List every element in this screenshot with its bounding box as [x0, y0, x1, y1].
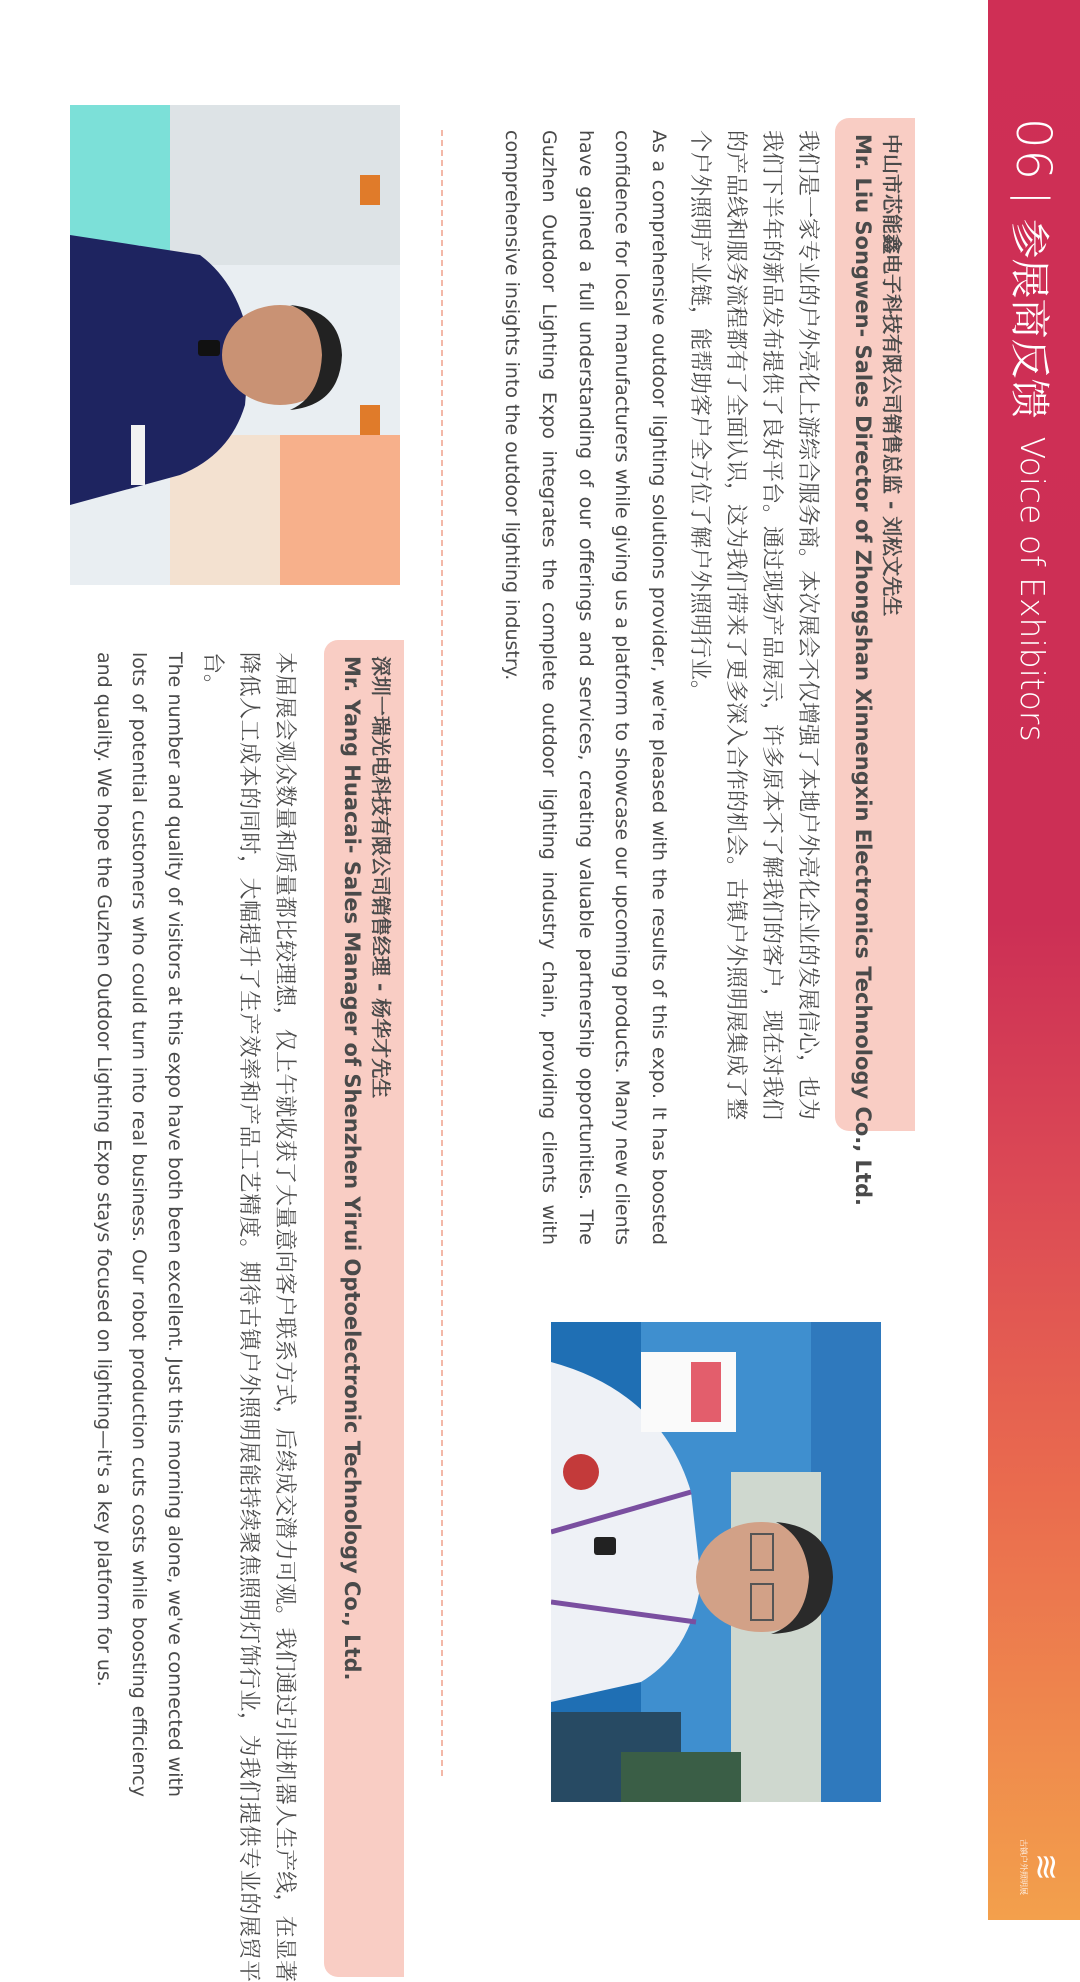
- exhibitor-2-name-en: Mr. Yang Huacai- Sales Manager of Shenzhen Yirui Optoelectronic Technology Co., Ltd.: [340, 656, 364, 1681]
- expo-logo-icon: ≋: [1026, 1852, 1066, 1882]
- exhibitor-1-heading: [835, 118, 915, 1206]
- exhibitor-2-quote-cn: 本届展会观众数量和质量都比较理想，仅上午就收获了大量意向客户联系方式，后续成交潜力可观。我们通过引进机器人生产线，在显著降低人工成本的同时，大幅提升了生产效率和产品工艺精度。期待古镇户外照明展能持续聚焦照明灯饰行业，为我们提供专业的展贸平台。: [200, 652, 297, 1982]
- header-separator: |: [1010, 191, 1056, 205]
- exhibitor-2-heading: [324, 640, 404, 1977]
- exhibitor-1-quote-cn: 我们是一家专业的户外亮化上游综合服务商。本次展会不仅增强了本地户外亮化企业的发展信心，也为我们下半年的新品发布提供了良好平台。通过现场产品展示，许多原本不了解我们的客户，现在对我们的产品线和服务流程都有了全面认识，这为我们带来了更多深入合作的机会。古镇户外照明展集成了整个户外照明产业链，能帮助客户全方位了解户外照明行业。: [687, 130, 820, 1121]
- exhibitor-1-quote-en: As a comprehensive outdoor lighting solutions provider, we're pleased with the results of this expo. It has boosted confidence for local manufacturers while giving us a platform to showcase our upcoming products. Many new clients have gained a full understanding of our offerings and services, creating valuable partnership opportunities. The Guzhen Outdoor Lighting Expo integrates the complete outdoor lighting industry chain, providing clients with comprehensive insights into the outdoor lighting industry.: [501, 130, 670, 1245]
- exhibitor-2-photo: [70, 105, 400, 585]
- section-title-cn: 参展商反馈: [1006, 218, 1053, 419]
- exhibitor-1-photo: [551, 1322, 881, 1802]
- page-header: [998, 118, 1068, 742]
- exhibitor-2-company-cn: 深圳一瑞光电科技有限公司销售经理 - 杨华才先生: [369, 656, 393, 1099]
- section-title-en: Voice of Exhibitors: [1013, 436, 1053, 742]
- exhibitor-2-quote-en: The number and quality of visitors at this expo have both been excellent. Just this morning alone, we've connected with lots of potential customers who could turn into real business. Our robot production cuts costs while boosting efficiency and quality. We hope the Guzhen Outdoor Lighting Expo stays focused on lighting—it's a key platform for us.: [93, 652, 186, 1797]
- section-number: 06: [1005, 118, 1061, 182]
- section-divider: [441, 130, 443, 1776]
- exhibitor-1-name-en: Mr. Liu Songwen- Sales Director of Zhongshan Xinnengxin Electronics Technology Co., Ltd.: [851, 134, 875, 1206]
- expo-logo-text: 古镇户外照明展: [1019, 1839, 1028, 1895]
- expo-logo: [1004, 1832, 1064, 1902]
- exhibitor-1-company-cn: 中山市芯能鑫电子科技有限公司销售总监 - 刘松文先生: [880, 134, 904, 617]
